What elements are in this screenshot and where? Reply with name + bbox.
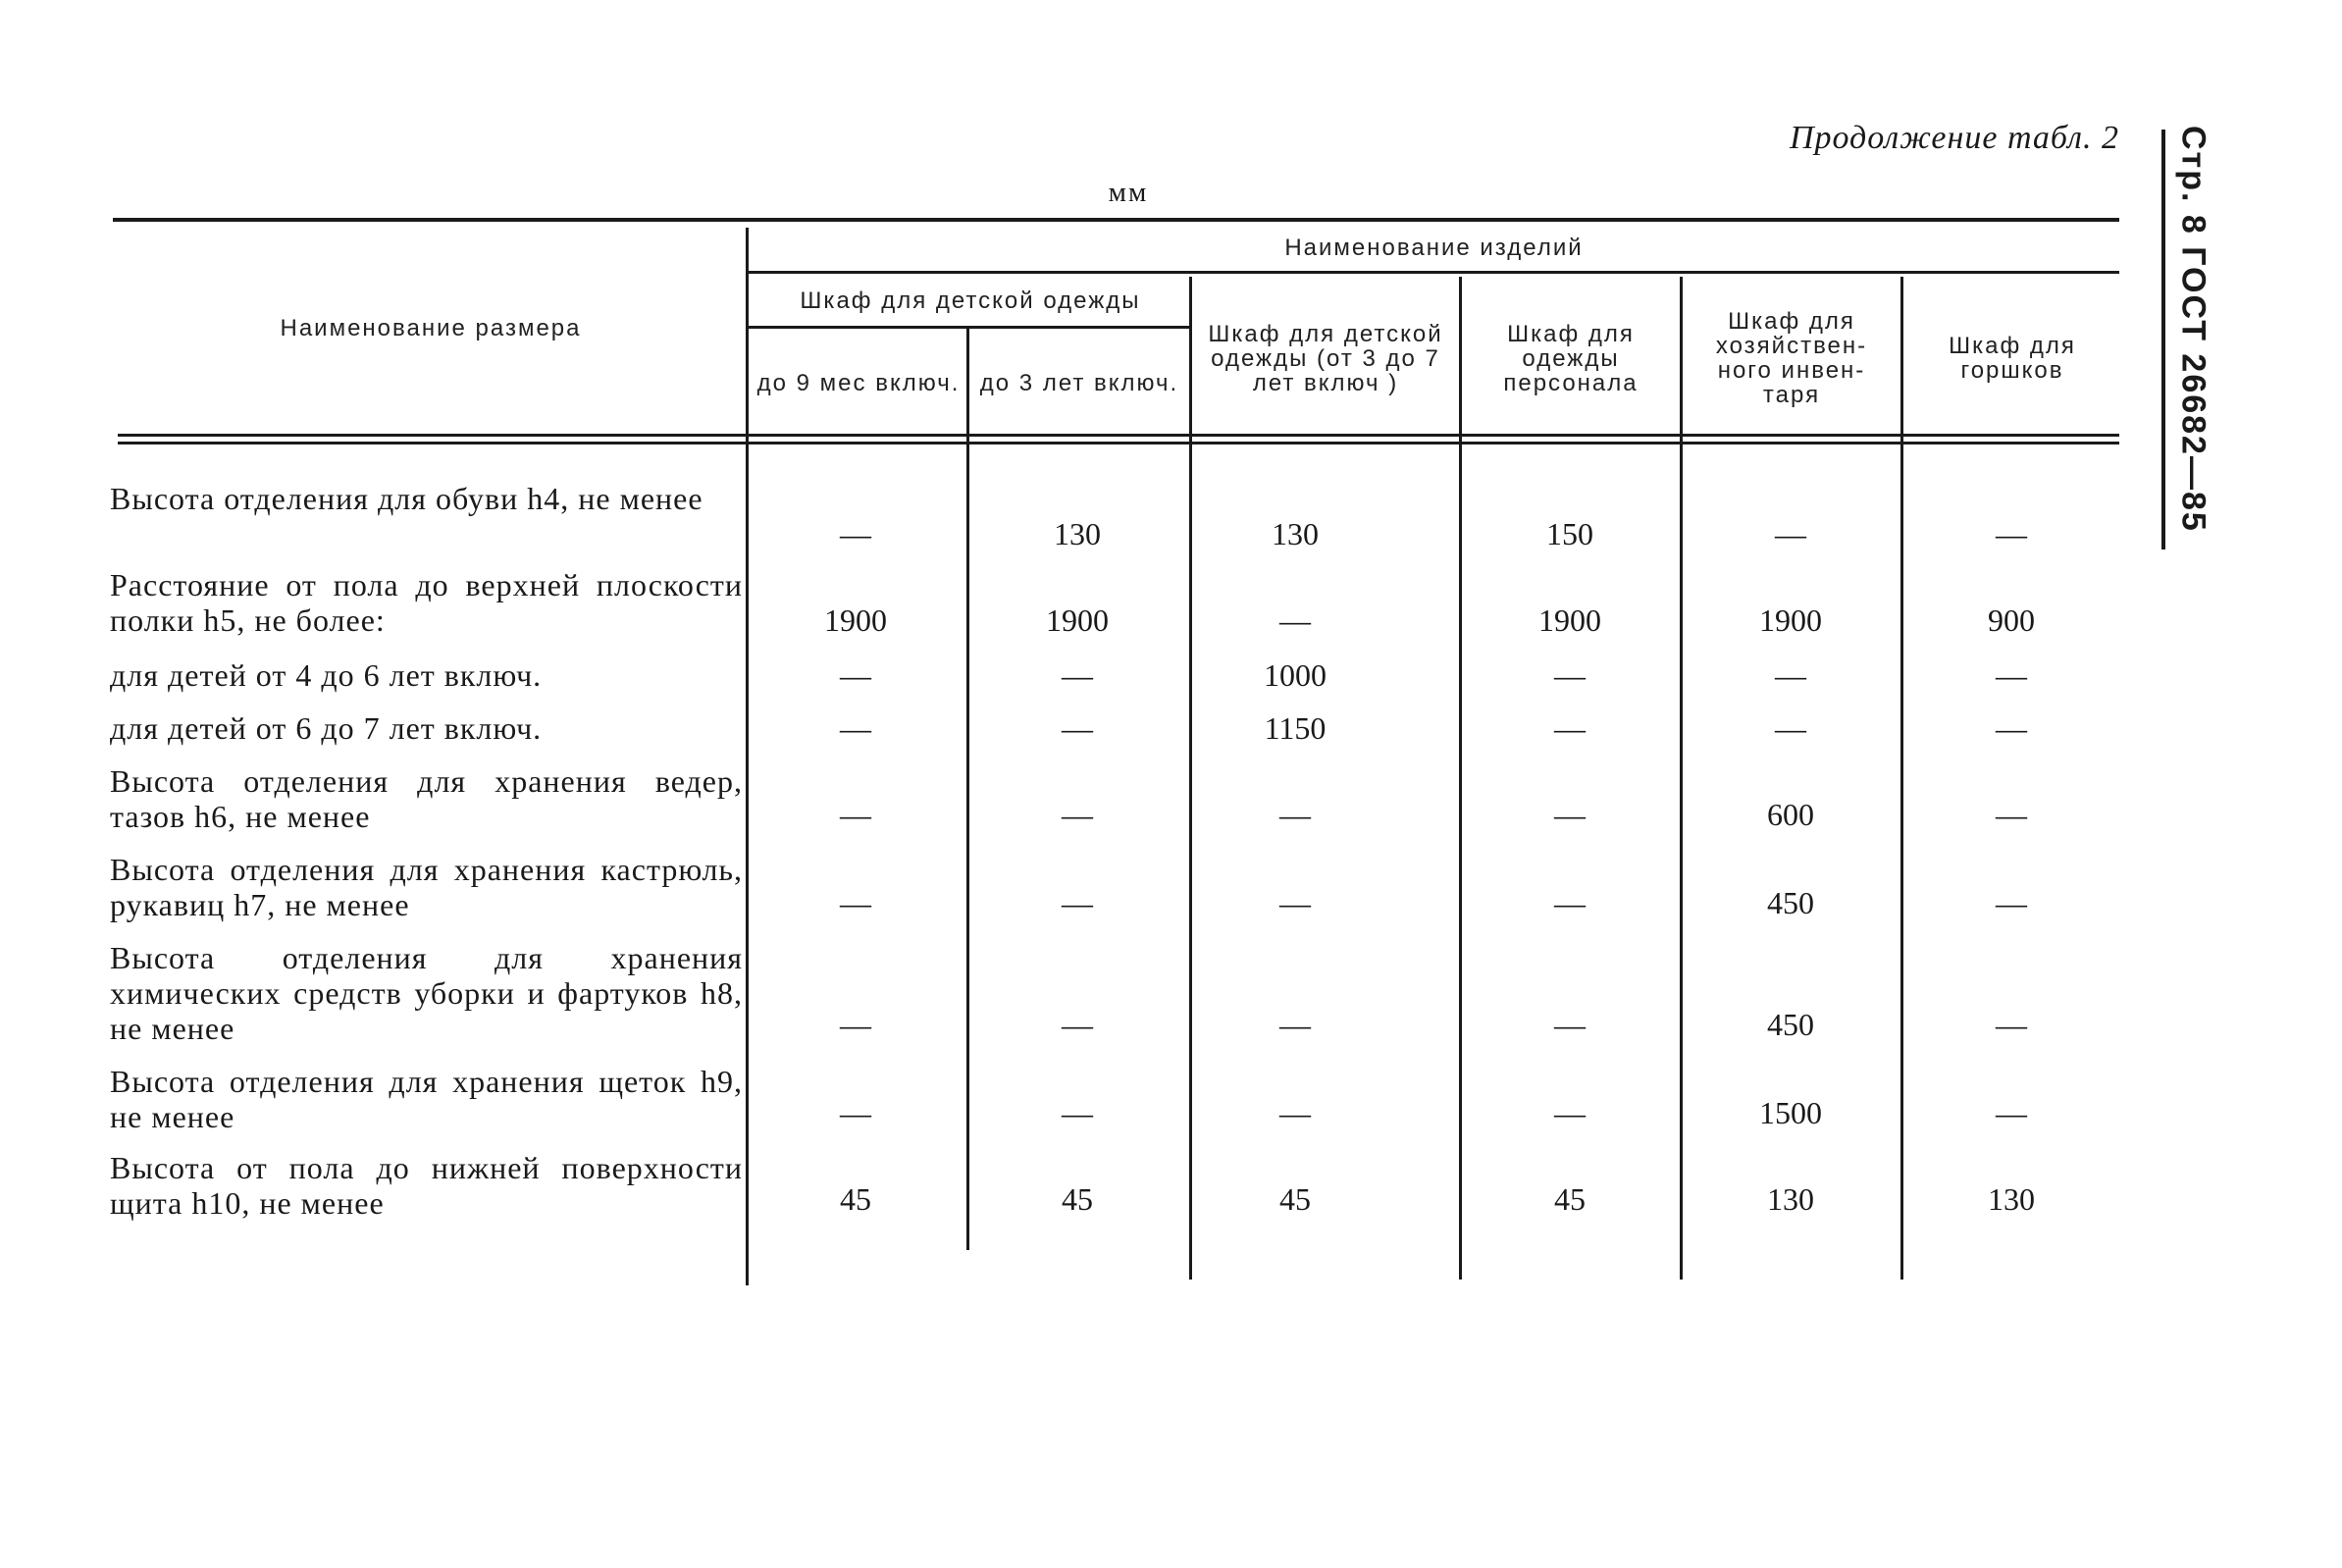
col-divider-3 — [1189, 277, 1192, 1280]
row-label-panel-bottom: Высота от пола до нижней поверхности щита h10, не менее — [110, 1150, 743, 1221]
cell: 130 — [1272, 516, 1319, 551]
cell: — — [1996, 885, 2027, 920]
header-sub-9-months: до 9 мес включ. — [756, 369, 961, 396]
row-label-pans: Высота отделения для хранения кастрюль, рукавиц h7, не менее — [110, 852, 743, 922]
header-wardrobe-3-7: Шкаф для детской одежды (от 3 до 7 лет включ ) — [1208, 320, 1443, 396]
cell: — — [1554, 797, 1586, 832]
header-sub-3-years: до 3 лет включ. — [979, 369, 1179, 396]
cell: — — [1554, 1007, 1586, 1042]
cell: — — [1775, 657, 1806, 693]
cell: 45 — [1554, 1181, 1586, 1217]
cell: — — [840, 710, 871, 746]
header-size-name: Наименование размера — [280, 314, 582, 341]
header-bottom-rule-1 — [118, 434, 2119, 437]
cell: — — [1062, 657, 1093, 693]
row-label-shelf-height: Расстояние от пола до верхней плоскости полки h5, не более: — [110, 567, 743, 638]
col-divider-4 — [1459, 277, 1462, 1280]
header-household-wardrobe: Шкаф для хозяйствен-ного инвен-таря — [1715, 308, 1868, 408]
cell: 1900 — [824, 602, 887, 638]
cell: — — [840, 657, 871, 693]
cell: — — [1775, 710, 1806, 746]
cell: — — [1996, 797, 2027, 832]
cell: 450 — [1767, 1007, 1814, 1042]
cell: — — [1996, 1095, 2027, 1130]
side-page-header — [2163, 126, 2222, 557]
col-divider-1 — [746, 228, 749, 1285]
col-divider-5 — [1680, 277, 1683, 1280]
row-label-shoes: Высота отделения для обуви h4, не менее — [110, 481, 703, 516]
cell: — — [1996, 657, 2027, 693]
header-children-wardrobe: Шкаф для детской одежды — [800, 287, 1141, 314]
header-product-group: Наименование изделий — [1284, 234, 1584, 261]
cell: — — [1279, 797, 1311, 832]
cell: — — [1279, 602, 1311, 638]
cell: — — [840, 885, 871, 920]
cell: — — [1279, 1095, 1311, 1130]
cell: 1000 — [1264, 657, 1327, 693]
cell: — — [1554, 885, 1586, 920]
cell: — — [1062, 710, 1093, 746]
cell: 1150 — [1264, 710, 1327, 746]
cell: 130 — [1988, 1181, 2035, 1217]
cell: — — [1554, 710, 1586, 746]
cell: 130 — [1054, 516, 1101, 551]
cell: — — [840, 516, 871, 551]
cell: — — [840, 1095, 871, 1130]
cell: — — [1554, 657, 1586, 693]
cell: — — [1279, 1007, 1311, 1042]
header-staff-wardrobe: Шкаф для одежды персонала — [1503, 320, 1639, 396]
cell: 600 — [1767, 797, 1814, 832]
col-divider-6 — [1900, 277, 1903, 1280]
cell: — — [1996, 710, 2027, 746]
cell: — — [1062, 1007, 1093, 1042]
cell: 450 — [1767, 885, 1814, 920]
cell: 45 — [1279, 1181, 1311, 1217]
cell: — — [1775, 516, 1806, 551]
group-header-rule — [746, 271, 2119, 274]
cell: 1900 — [1046, 602, 1109, 638]
col-divider-2 — [966, 328, 969, 1250]
cell: — — [840, 1007, 871, 1042]
cell: 1900 — [1538, 602, 1601, 638]
cell: — — [1062, 885, 1093, 920]
row-label-age-4-6: для детей от 4 до 6 лет включ. — [110, 657, 543, 693]
side-header-text: Стр. 8 ГОСТ 26682—85 — [2174, 126, 2212, 533]
cell: — — [1996, 1007, 2027, 1042]
cell: — — [840, 797, 871, 832]
cell: 1500 — [1759, 1095, 1822, 1130]
row-label-brushes: Высота отделения для хранения щеток h9, не менее — [110, 1064, 743, 1134]
cell: 45 — [1062, 1181, 1093, 1217]
table-top-rule — [113, 218, 2119, 222]
row-label-age-6-7: для детей от 6 до 7 лет включ. — [110, 710, 543, 746]
cell: — — [1062, 1095, 1093, 1130]
cell: 45 — [840, 1181, 871, 1217]
header-bottom-rule-2 — [118, 442, 2119, 444]
cell: — — [1554, 1095, 1586, 1130]
table-continuation-caption: Продолжение табл. 2 — [1789, 120, 2119, 156]
cell: — — [1062, 797, 1093, 832]
row-label-buckets: Высота отделения для хранения ведер, тазов h6, не менее — [110, 763, 743, 834]
units-label: мм — [1108, 177, 1149, 208]
cell: — — [1996, 516, 2027, 551]
cell: — — [1279, 885, 1311, 920]
cell: 130 — [1767, 1181, 1814, 1217]
cell: 150 — [1546, 516, 1593, 551]
cell: 1900 — [1759, 602, 1822, 638]
header-potties-wardrobe: Шкаф для горшков — [1949, 333, 2076, 384]
row-label-chemicals: Высота отделения для хранения химических средств уборки и фартуков h8, не менее — [110, 940, 743, 1046]
cell: 900 — [1988, 602, 2035, 638]
